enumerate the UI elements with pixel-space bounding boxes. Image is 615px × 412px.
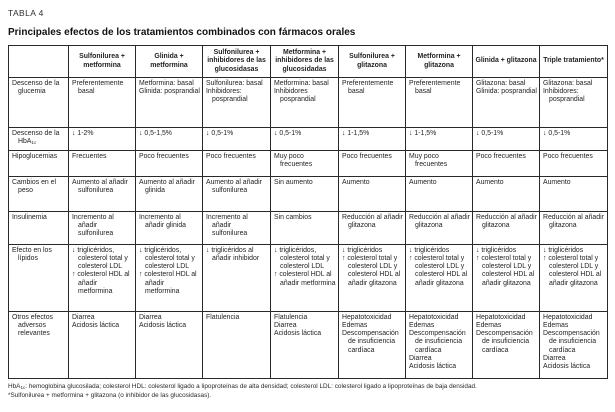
table-cell: Diarrea Acidosis láctica xyxy=(136,312,203,379)
table-cell: Reducción al añadir glitazona xyxy=(473,212,540,245)
column-header: Glinida + glitazona xyxy=(473,46,540,78)
page-title: Principales efectos de los tratamientos combinados con fármacos orales xyxy=(8,27,356,38)
footnotes xyxy=(8,383,607,400)
table-cell: Aumento xyxy=(540,177,608,212)
table-cell: ↓ triglicéridos ↑ colesterol total y colesterol LDL y colesterol HDL al añadir glitazona xyxy=(473,245,540,312)
table-cell: Metformina: basal Glinida: posprandial xyxy=(136,78,203,128)
table-cell: Glitazona: basal Glinida: posprandial xyxy=(473,78,540,128)
table-cell: ↓ 0,5-1% xyxy=(271,128,339,151)
table-row xyxy=(9,312,608,379)
table-cell: Flatulencia xyxy=(203,312,271,379)
table-cell: Sulfonilurea: basal Inhibidores: posprandial xyxy=(203,78,271,128)
table-cell: Aumento xyxy=(473,177,540,212)
table-cell: ↓ 1-2% xyxy=(69,128,136,151)
table-cell: Reducción al añadir glitazona xyxy=(406,212,473,245)
column-header: Metformina + glitazona xyxy=(406,46,473,78)
table-cell: Hepatotoxicidad Edemas Descompensación de insuficiencia cardíaca Diarrea Acidosis láctica xyxy=(406,312,473,379)
table-cell: ↓ 1-1,5% xyxy=(339,128,406,151)
table-number-label: TABLA 4 xyxy=(8,8,44,18)
table-cell: Frecuentes xyxy=(69,151,136,177)
table-cell: Glitazona: basal Inhibidores: posprandial xyxy=(540,78,608,128)
table-cell: Aumento al añadir sulfonilurea xyxy=(69,177,136,212)
table-cell: Incremento al añadir sulfonilurea xyxy=(203,212,271,245)
column-header: Triple tratamiento* xyxy=(540,46,608,78)
table-cell: ↓ triglicéridos ↑ colesterol total y colesterol LDL y colesterol HDL al añadir glitazona xyxy=(339,245,406,312)
table-cell: ↓ triglicéridos, colesterol total y colesterol LDL ↑ colesterol HDL al añadir metformina xyxy=(271,245,339,312)
table-cell: Incremento al añadir glinida xyxy=(136,212,203,245)
row-label: Descenso de la HbA$_{1c}$ xyxy=(9,128,69,151)
table-cell: Preferentemente basal xyxy=(406,78,473,128)
table-cell: ↓ 0,5-1% xyxy=(473,128,540,151)
table-cell: Poco frecuentes xyxy=(136,151,203,177)
table-cell: Aumento al añadir sulfonilurea xyxy=(203,177,271,212)
table-cell: Aumento al añadir glinida xyxy=(136,177,203,212)
row-label: Hipoglucemias xyxy=(9,151,69,177)
row-label: Descenso de la glucemia xyxy=(9,78,69,128)
column-header: Sulfonilurea + inhibidores de las glucosidasas xyxy=(203,46,271,78)
table-cell: ↓ triglicéridos ↑ colesterol total y colesterol LDL y colesterol HDL al añadir glitazona xyxy=(406,245,473,312)
table-cell: Hepatotoxicidad Edemas Descompensación de insuficiencia cardíaca Diarrea Acidosis láctica xyxy=(540,312,608,379)
table-cell: Preferentemente basal xyxy=(339,78,406,128)
table-cell: ↓ 0,5-1% xyxy=(540,128,608,151)
table-cell: Preferentemente basal xyxy=(69,78,136,128)
column-header: Sulfonilurea + metformina xyxy=(69,46,136,78)
corner-cell xyxy=(9,46,69,78)
table-cell: Flatulencia Diarrea Acidosis láctica xyxy=(271,312,339,379)
column-header: Glinida + metformina xyxy=(136,46,203,78)
table-cell: ↓ triglicéridos, colesterol total y colesterol LDL ↑ colesterol HDL al añadir metformina xyxy=(69,245,136,312)
table-cell: ↓ triglicéridos, colesterol total y colesterol LDL ↑ colesterol HDL al añadir metformina xyxy=(136,245,203,312)
table-row xyxy=(9,245,608,312)
column-header: Sulfonilurea + glitazona xyxy=(339,46,406,78)
footnote-triple-treatment: *Sulfonilurea + metformina + glitazona (o inhibidor de las glucosidasas). xyxy=(8,391,212,399)
table-cell: Poco frecuentes xyxy=(203,151,271,177)
table-row xyxy=(9,151,608,177)
footnote-abbreviations: HbA$_{1c}$: hemoglobina glucosilada; colesterol HDL: colesterol ligado a lipoproteínas de alta densidad; colesterol LDL: colesterol ligado a lipoproteínas de baja densidad. xyxy=(8,383,477,390)
table-cell: Poco frecuentes xyxy=(339,151,406,177)
row-label: Insulinemia xyxy=(9,212,69,245)
table-header-row xyxy=(9,46,608,78)
treatments-effects-table xyxy=(8,45,608,379)
table-cell: Poco frecuentes xyxy=(540,151,608,177)
table-cell: Metformina: basal Inhibidores posprandial xyxy=(271,78,339,128)
column-header: Metformina + inhibidores de las glucosidadas xyxy=(271,46,339,78)
table-cell: ↓ 0,5-1% xyxy=(203,128,271,151)
table-cell: ↓ triglicéridos al añadir inhibidor xyxy=(203,245,271,312)
table-cell: Diarrea Acidosis láctica xyxy=(69,312,136,379)
table-cell: Muy poco frecuentes xyxy=(271,151,339,177)
table-row xyxy=(9,212,608,245)
table-row xyxy=(9,128,608,151)
table-cell: Sin aumento xyxy=(271,177,339,212)
table-row xyxy=(9,177,608,212)
row-label: Otros efectos adversos relevantes xyxy=(9,312,69,379)
table-cell: Hepatotoxicidad Edemas Descompensación de insuficiencia cardíaca xyxy=(339,312,406,379)
row-label: Efecto en los lípidos xyxy=(9,245,69,312)
table-row xyxy=(9,78,608,128)
table-body xyxy=(9,78,608,379)
table-cell: Poco frecuentes xyxy=(473,151,540,177)
table-cell: Hepatotoxicidad Edemas Descompensación de insuficiencia cardíaca xyxy=(473,312,540,379)
table-cell: ↓ 1-1,5% xyxy=(406,128,473,151)
table-cell: Incremento al añadir sulfonilurea xyxy=(69,212,136,245)
table-cell: ↓ triglicéridos ↑ colesterol total y colesterol LDL y colesterol HDL al añadir glitazona xyxy=(540,245,608,312)
table-cell: Aumento xyxy=(339,177,406,212)
table-cell: Sin cambios xyxy=(271,212,339,245)
table-cell: ↓ 0,5-1,5% xyxy=(136,128,203,151)
table-cell: Aumento xyxy=(406,177,473,212)
row-label: Cambios en el peso xyxy=(9,177,69,212)
table-cell: Reducción al añadir glitazona xyxy=(540,212,608,245)
table-cell: Reducción al añadir glitazona xyxy=(339,212,406,245)
table-cell: Muy poco frecuentes xyxy=(406,151,473,177)
